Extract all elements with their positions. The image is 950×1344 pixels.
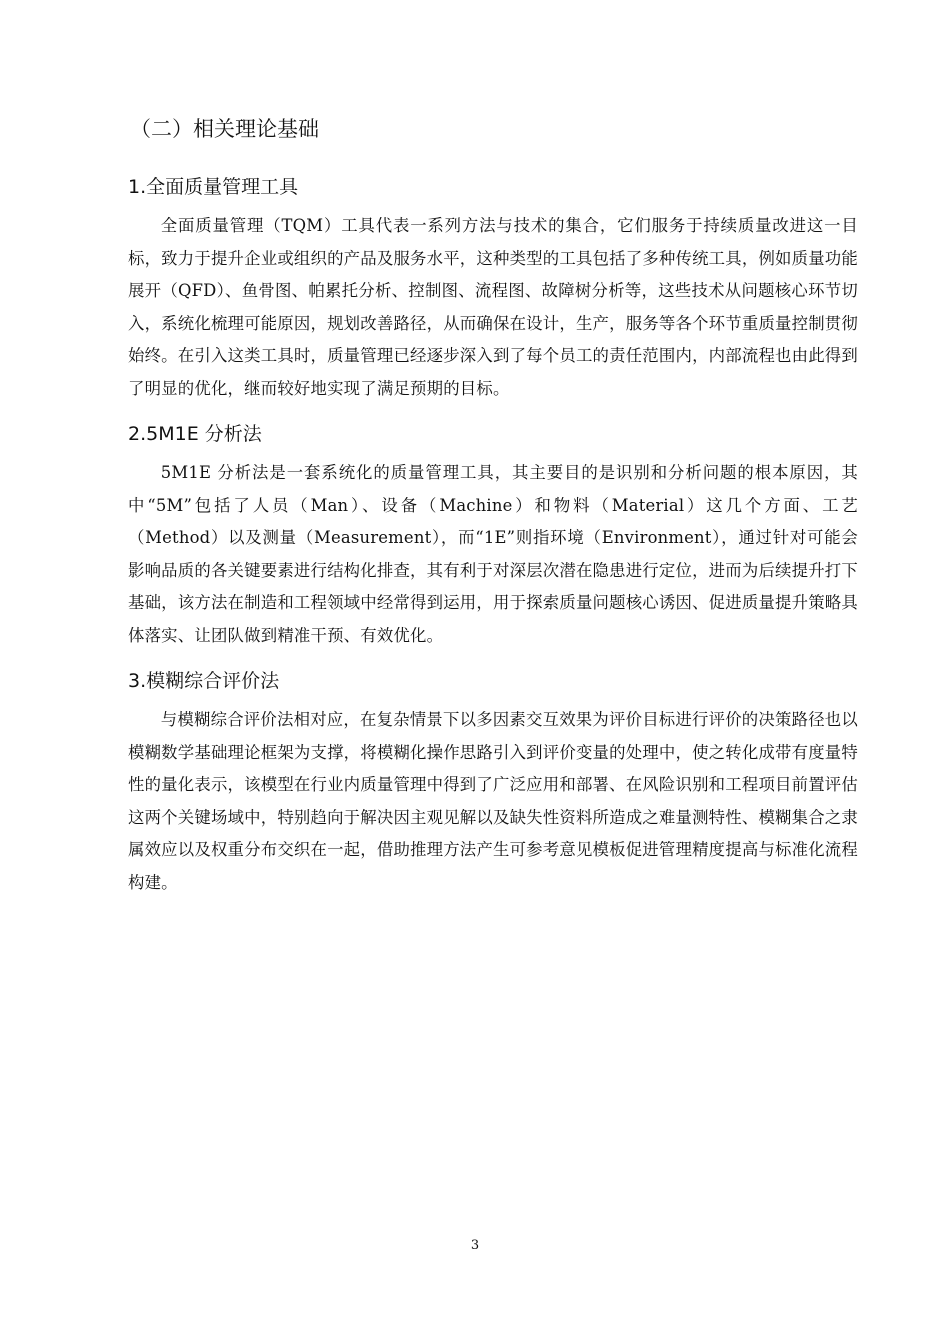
page-number: 3 [470,1238,480,1253]
document-page [128,112,858,899]
subsection-heading-5m1e: 2.5M1E 分析法 [128,423,262,445]
section-title: （二）相关理论基础 [130,117,319,141]
subsection-heading-fuzzy: 3.模糊综合评价法 [128,670,280,692]
paragraph-tqm: 全面质量管理（TQM）工具代表一系列方法与技术的集合，它们服务于持续质量改进这一目标，致力于提升企业或组织的产品及服务水平，这种类型的工具包括了多种传统工具，例如质量功能展开（QFD）、鱼骨图、帕累托分析、控制图、流程图、故障树分析等，这些技术从问题核心环节切入，系统化梳理可能原因，规划改善路径，从而确保在设计，生产，服务等各个环节重质量控制贯彻始终。在引入这类工具时，质量管理已经逐步深入到了每个员工的责任范围内，内部流程也由此得到了明显的优化，继而较好地实现了满足预期的目标。 [128,216,858,398]
paragraph-5m1e: 5M1E 分析法是一套系统化的质量管理工具，其主要目的是识别和分析问题的根本原因，其中“5M”包括了人员（Man）、设备（Machine）和物料（Material）这几个方面、工艺（Method）以及测量（Measurement），而“1E”则指环境（Environment），通过针对可能会影响品质的各关键要素进行结构化排查，其有利于对深层次潜在隐患进行定位，进而为后续提升打下基础，该方法在制造和工程领域中经常得到运用，用于探索质量问题核心诱因、促进质量提升策略具体落实、让团队做到精准干预、有效优化。 [128,463,858,645]
subsection-heading-tqm: 1.全面质量管理工具 [128,176,299,198]
paragraph-fuzzy: 与模糊综合评价法相对应，在复杂情景下以多因素交互效果为评价目标进行评价的决策路径也以模糊数学基础理论框架为支撑，将模糊化操作思路引入到评价变量的处理中，使之转化成带有度量特性的量化表示，该模型在行业内质量管理中得到了广泛应用和部署、在风险识别和工程项目前置评估这两个关键场域中，特别趋向于解决因主观见解以及缺失性资料所造成之难量测特性、模糊集合之隶属效应以及权重分布交织在一起，借助推理方法产生可参考意见模板促进管理精度提高与标准化流程构建。 [128,710,858,892]
